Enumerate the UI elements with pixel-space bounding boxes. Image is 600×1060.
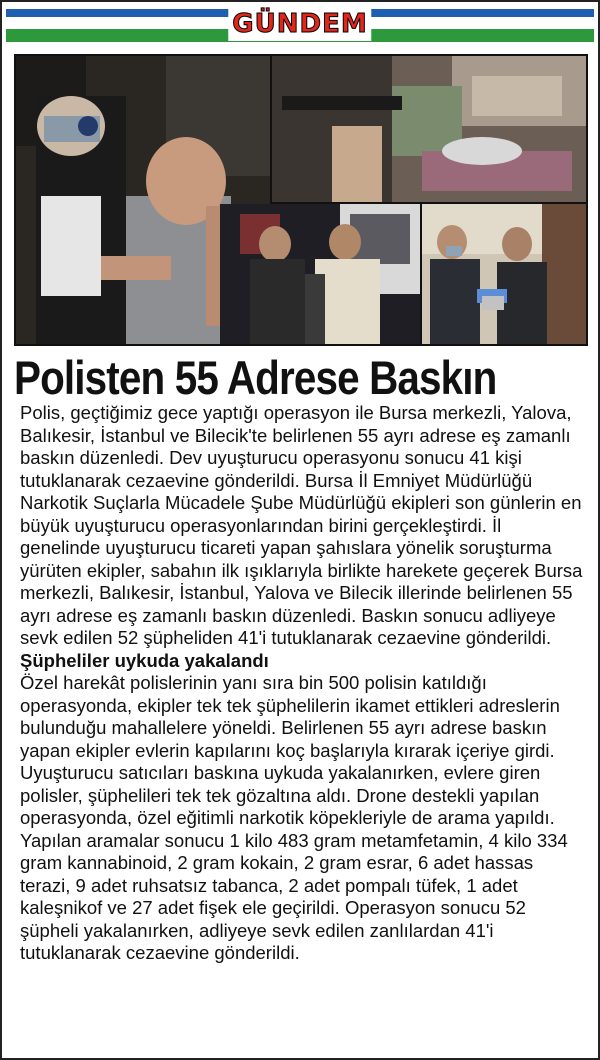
section-header-band <box>6 5 594 45</box>
article-headline: Polisten 55 Adrese Baskın <box>14 351 497 404</box>
article-paragraph-1: Polis, geçtiğimiz gece yaptığı operasyon ile Bursa merkezli, Yalova, Balıkesir, İstanbul ve Bilecik'te belirlenen 55 ayrı adrese eş zamanlı baskın düzenledi. Dev uyuşturucu operasyonu sonucu 41 kişi tutuklanarak cezaevine gönderildi. Bursa İl Emniyet Müdürlüğü Narkotik Suçlarla Mücadele Şube Müdürlüğü ekipleri son günlerin en büyük uyuşturucu operasyonlarından birini gerçekleştirdi. İl genelinde uyuşturucu ticareti yapan şahıslara yönelik soruşturma yürüten ekipler, sabahın ilk ışıklarıyla birlikte harekete geçerek Bursa merkezli, Balıkesir, İstanbul, Yalova ve Bilecik illerinde belirlenen 55 ayrı adrese eş zamanlı baskın düzenledi. Baskın sonucu adliyeye sevk edilen 52 şüpheliden 41'i tutuklanarak cezaevine gönderildi. <box>20 402 583 648</box>
article-subheading: Şüpheliler uykuda yakalandı <box>20 649 269 671</box>
photo-raid-room <box>272 56 586 202</box>
article-body <box>20 402 586 965</box>
photo-handcuffed-suspect <box>220 204 420 344</box>
photo-collage <box>14 54 588 346</box>
photo-evidence-check <box>422 204 586 344</box>
section-label: GÜNDEM <box>228 7 371 41</box>
article-paragraph-2: Özel harekât polislerinin yanı sıra bin 500 polisin katıldığı operasyonda, ekipler tek tek şüphelilerin ikamet ettikleri adreslerin bulunduğu mahallelere yöneldi. Belirlenen 55 ayrı adrese baskın yapan ekipler evlerin kapılarını koç başlarıyla kırarak içeriye girdi. Uyuşturucu satıcıları baskına uykuda yakalanırken, evlere giren polisler, şüphelileri tek tek gözaltına aldı. Drone destekli yapılan operasyonda, özel eğitimli narkotik köpekleriyle de arama yapıldı. Yapılan aramalar sonucu 1 kilo 483 gram metamfetamin, 4 kilo 334 gram kannabinoid, 2 gram kokain, 2 gram esrar, 6 adet hassas terazi, 9 adet ruhsatsız tabanca, 2 adet pompalı tüfek, 1 adet kaleşnikof ve 27 adet fişek ele geçirildi. Operasyon sonucu 52 şüpheli yakalanırken, adliyeye sevk edilen zanlılardan 41'i tutuklanarak cezaevine gönderildi. <box>20 672 568 963</box>
